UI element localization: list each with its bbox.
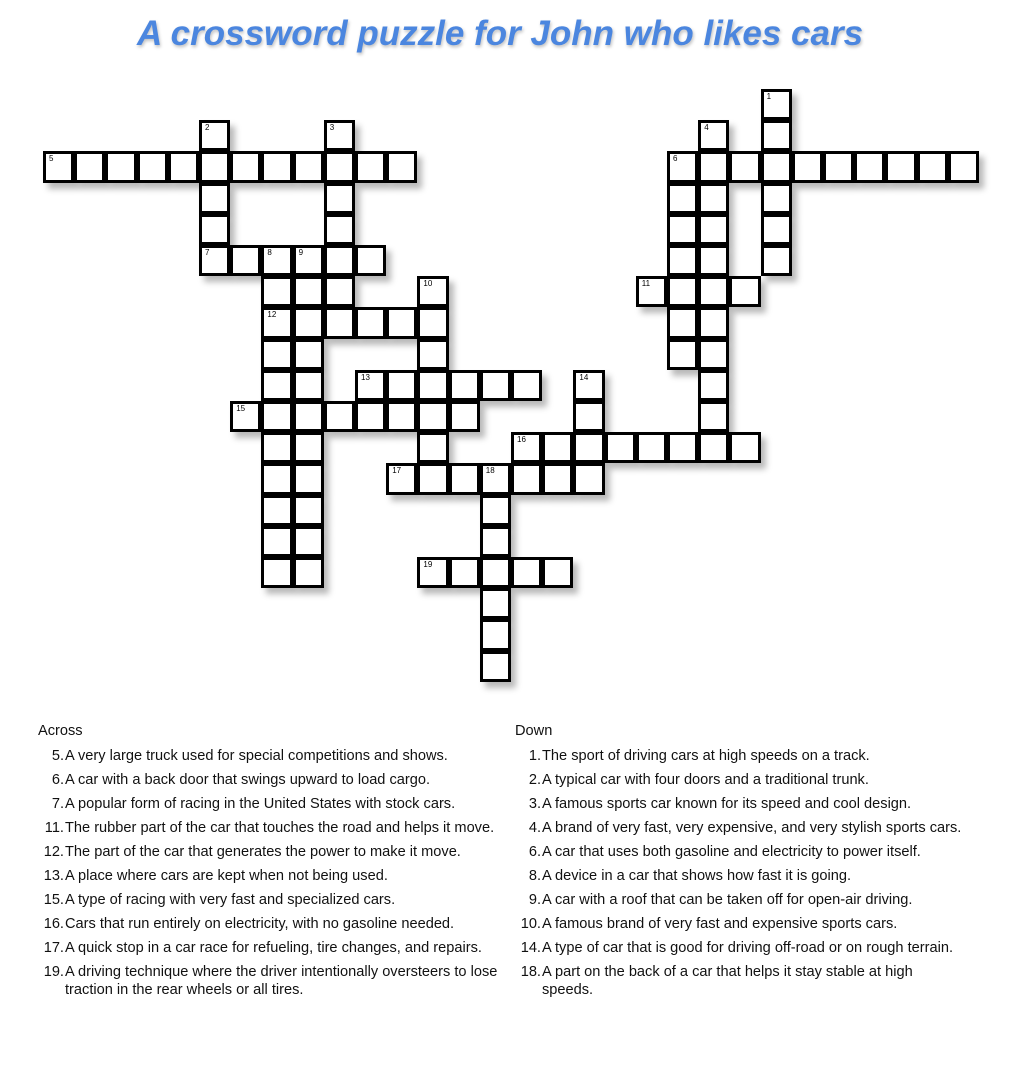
clue-number: 10 bbox=[423, 279, 433, 289]
clue-number: 14 bbox=[579, 372, 589, 382]
grid-cell[interactable] bbox=[261, 495, 292, 526]
grid-cell[interactable] bbox=[230, 151, 261, 182]
across-clue bbox=[38, 939, 508, 957]
grid-cell[interactable] bbox=[698, 432, 729, 463]
grid-cell[interactable] bbox=[355, 370, 386, 401]
grid-cell[interactable] bbox=[386, 463, 417, 494]
grid-cell[interactable] bbox=[355, 401, 386, 432]
down-clue bbox=[515, 963, 965, 999]
grid-cell[interactable] bbox=[324, 214, 355, 245]
grid-cell[interactable] bbox=[386, 401, 417, 432]
grid-cell[interactable] bbox=[511, 557, 542, 588]
grid-cell[interactable] bbox=[293, 370, 324, 401]
grid-cell[interactable] bbox=[480, 463, 511, 494]
clue-num: 1. bbox=[528, 748, 541, 764]
grid-cell[interactable] bbox=[698, 276, 729, 307]
grid-cell[interactable] bbox=[386, 151, 417, 182]
clue-text: A car with a roof that can be taken off for open-air driving. bbox=[542, 892, 913, 908]
down-clue bbox=[515, 915, 965, 933]
grid-cell[interactable] bbox=[324, 307, 355, 338]
down-heading: Down bbox=[515, 723, 553, 739]
down-clue bbox=[515, 795, 965, 813]
grid-cell[interactable] bbox=[355, 307, 386, 338]
grid-cell[interactable] bbox=[698, 339, 729, 370]
grid-cell[interactable] bbox=[761, 120, 792, 151]
down-clue bbox=[515, 747, 965, 765]
grid-cell[interactable] bbox=[261, 432, 292, 463]
grid-cell[interactable] bbox=[480, 588, 511, 619]
grid-cell[interactable] bbox=[293, 432, 324, 463]
clue-number: 3 bbox=[329, 123, 335, 133]
clue-number: 17 bbox=[392, 466, 402, 476]
grid-cell[interactable] bbox=[480, 619, 511, 650]
across-clue bbox=[38, 771, 508, 789]
grid-cell[interactable] bbox=[729, 151, 760, 182]
across-clue bbox=[38, 843, 508, 861]
clue-text: A car that uses both gasoline and electricity to power itself. bbox=[542, 844, 921, 860]
clue-number: 4 bbox=[704, 123, 709, 133]
grid-cell[interactable] bbox=[698, 401, 729, 432]
grid-cell[interactable] bbox=[261, 307, 292, 338]
clue-number: 5 bbox=[49, 154, 54, 164]
grid-cell[interactable] bbox=[511, 463, 542, 494]
grid-cell[interactable] bbox=[355, 151, 386, 182]
grid-cell[interactable] bbox=[480, 557, 511, 588]
grid-cell[interactable] bbox=[261, 276, 292, 307]
clue-text: A place where cars are kept when not being used. bbox=[65, 868, 388, 884]
across-clue bbox=[38, 963, 508, 999]
grid-cell[interactable] bbox=[698, 245, 729, 276]
down-clue bbox=[515, 891, 965, 909]
clue-num: 4. bbox=[528, 820, 541, 836]
grid-cell[interactable] bbox=[698, 370, 729, 401]
grid-cell[interactable] bbox=[417, 432, 448, 463]
grid-cell[interactable] bbox=[43, 151, 74, 182]
clue-number: 6 bbox=[673, 154, 678, 164]
clue-num: 3. bbox=[528, 796, 541, 812]
grid-cell[interactable] bbox=[605, 432, 636, 463]
grid-cell[interactable] bbox=[261, 463, 292, 494]
down-clue bbox=[515, 843, 965, 861]
grid-cell[interactable] bbox=[542, 557, 573, 588]
clue-number: 15 bbox=[236, 404, 246, 413]
clue-number: 7 bbox=[205, 248, 210, 257]
grid-cell[interactable] bbox=[168, 151, 199, 182]
across-clue bbox=[38, 795, 508, 813]
grid-cell[interactable] bbox=[417, 463, 448, 494]
grid-cell[interactable] bbox=[667, 307, 698, 338]
grid-cell[interactable] bbox=[885, 151, 916, 182]
grid-cell[interactable] bbox=[199, 245, 230, 276]
grid-cell[interactable] bbox=[698, 120, 729, 151]
grid-cell[interactable] bbox=[667, 432, 698, 463]
clue-text: A very large truck used for special competitions and shows. bbox=[65, 748, 448, 764]
grid-cell[interactable] bbox=[417, 370, 448, 401]
clue-text: A quick stop in a car race for refueling, tire changes, and repairs. bbox=[65, 940, 482, 956]
grid-cell[interactable] bbox=[761, 151, 792, 182]
grid-cell[interactable] bbox=[293, 557, 324, 588]
grid-cell[interactable] bbox=[293, 276, 324, 307]
clue-number: 9 bbox=[298, 248, 304, 257]
grid-cell[interactable] bbox=[261, 339, 292, 370]
grid-cell[interactable] bbox=[417, 307, 448, 338]
grid-cell[interactable] bbox=[449, 557, 480, 588]
grid-cell[interactable] bbox=[761, 89, 792, 120]
grid-cell[interactable] bbox=[698, 151, 729, 182]
clue-num: 17. bbox=[43, 940, 64, 956]
clue-number: 18 bbox=[485, 466, 495, 476]
grid-cell[interactable] bbox=[823, 151, 854, 182]
grid-cell[interactable] bbox=[511, 370, 542, 401]
clue-number: 11 bbox=[641, 279, 651, 289]
grid-cell[interactable] bbox=[542, 432, 573, 463]
grid-cell[interactable] bbox=[199, 183, 230, 214]
clue-text: A famous brand of very fast and expensive sports cars. bbox=[542, 916, 898, 932]
grid-cell[interactable] bbox=[667, 339, 698, 370]
across-clue bbox=[38, 819, 508, 837]
grid-cell[interactable] bbox=[573, 401, 604, 432]
clue-number: 16 bbox=[517, 435, 526, 445]
grid-cell[interactable] bbox=[230, 401, 261, 432]
grid-cell[interactable] bbox=[293, 526, 324, 557]
clue-num: 19. bbox=[43, 964, 64, 980]
grid-cell[interactable] bbox=[324, 183, 355, 214]
grid-cell[interactable] bbox=[199, 120, 230, 151]
grid-cell[interactable] bbox=[417, 276, 448, 307]
clue-num: 10. bbox=[520, 916, 541, 932]
grid-cell[interactable] bbox=[293, 245, 324, 276]
grid-cell[interactable] bbox=[355, 245, 386, 276]
grid-cell[interactable] bbox=[948, 151, 979, 182]
down-clue bbox=[515, 819, 965, 837]
grid-cell[interactable] bbox=[511, 432, 542, 463]
clue-num: 5. bbox=[51, 748, 64, 764]
grid-cell[interactable] bbox=[698, 307, 729, 338]
grid-cell[interactable] bbox=[293, 151, 324, 182]
clue-text: A part on the back of a car that helps it stay stable at high speeds. bbox=[542, 964, 913, 998]
down-clues bbox=[515, 722, 965, 1005]
grid-cell[interactable] bbox=[667, 183, 698, 214]
grid-cell[interactable] bbox=[324, 276, 355, 307]
clue-number: 19 bbox=[423, 560, 433, 569]
grid-cell[interactable] bbox=[761, 183, 792, 214]
grid-cell[interactable] bbox=[417, 557, 448, 588]
clue-num: 2. bbox=[528, 772, 541, 788]
grid-cell[interactable] bbox=[761, 214, 792, 245]
clue-num: 15. bbox=[43, 892, 64, 908]
grid-cell[interactable] bbox=[105, 151, 136, 182]
clue-text: A type of racing with very fast and specialized cars. bbox=[65, 892, 396, 908]
clue-num: 11. bbox=[44, 820, 64, 836]
clue-num: 16. bbox=[43, 916, 64, 932]
grid-cell[interactable] bbox=[667, 214, 698, 245]
grid-cell[interactable] bbox=[261, 557, 292, 588]
grid-cell[interactable] bbox=[854, 151, 885, 182]
grid-cell[interactable] bbox=[293, 495, 324, 526]
clue-text: A car with a back door that swings upward to load cargo. bbox=[65, 772, 431, 788]
clue-num: 8. bbox=[528, 868, 541, 884]
grid-cell[interactable] bbox=[261, 245, 292, 276]
clue-num: 18. bbox=[520, 964, 541, 980]
across-clue bbox=[38, 867, 508, 885]
grid-cell[interactable] bbox=[74, 151, 105, 182]
grid-cell[interactable] bbox=[480, 495, 511, 526]
grid-cell[interactable] bbox=[386, 307, 417, 338]
down-clue bbox=[515, 771, 965, 789]
grid-cell[interactable] bbox=[573, 370, 604, 401]
grid-cell[interactable] bbox=[293, 339, 324, 370]
clue-number: 12 bbox=[267, 310, 277, 320]
grid-cell[interactable] bbox=[324, 401, 355, 432]
clue-number: 1 bbox=[766, 92, 772, 101]
grid-cell[interactable] bbox=[667, 245, 698, 276]
clue-text: A famous sports car known for its speed and cool design. bbox=[542, 796, 912, 812]
grid-cell[interactable] bbox=[324, 151, 355, 182]
grid-cell[interactable] bbox=[667, 151, 698, 182]
clue-number: 13 bbox=[361, 372, 370, 382]
grid-cell[interactable] bbox=[573, 432, 604, 463]
grid-cell[interactable] bbox=[573, 463, 604, 494]
grid-cell[interactable] bbox=[137, 151, 168, 182]
clue-text: The part of the car that generates the power to make it move. bbox=[65, 844, 461, 860]
clue-text: The sport of driving cars at high speeds on a track. bbox=[542, 748, 870, 764]
grid-cell[interactable] bbox=[542, 463, 573, 494]
grid-cell[interactable] bbox=[261, 370, 292, 401]
across-heading: Across bbox=[38, 723, 83, 739]
grid-cell[interactable] bbox=[324, 245, 355, 276]
clue-num: 9. bbox=[528, 892, 541, 908]
across-clue bbox=[38, 915, 508, 933]
clue-text: The rubber part of the car that touches the road and helps it move. bbox=[65, 820, 495, 836]
clue-num: 7. bbox=[51, 796, 64, 812]
clue-text: A device in a car that shows how fast it is going. bbox=[542, 868, 852, 884]
grid-cell[interactable] bbox=[698, 214, 729, 245]
grid-cell[interactable] bbox=[449, 463, 480, 494]
grid-cell[interactable] bbox=[636, 432, 667, 463]
grid-cell[interactable] bbox=[792, 151, 823, 182]
down-clue bbox=[515, 867, 965, 885]
across-clue bbox=[38, 891, 508, 909]
across-clues bbox=[38, 722, 508, 1005]
grid-cell[interactable] bbox=[293, 307, 324, 338]
clue-text: A brand of very fast, very expensive, and very stylish sports cars. bbox=[542, 820, 962, 836]
grid-cell[interactable] bbox=[917, 151, 948, 182]
grid-cell[interactable] bbox=[480, 370, 511, 401]
grid-cell[interactable] bbox=[386, 370, 417, 401]
grid-cell[interactable] bbox=[667, 276, 698, 307]
down-clue-list bbox=[515, 747, 965, 999]
across-clue-list bbox=[38, 747, 508, 999]
clue-number: 8 bbox=[267, 248, 272, 257]
grid-cell[interactable] bbox=[449, 401, 480, 432]
grid-cell[interactable] bbox=[199, 214, 230, 245]
grid-cell[interactable] bbox=[261, 526, 292, 557]
grid-cell[interactable] bbox=[698, 183, 729, 214]
puzzle-title: A crossword puzzle for John who likes cars bbox=[136, 14, 864, 53]
clue-num: 14. bbox=[520, 940, 541, 956]
grid-cell[interactable] bbox=[729, 432, 760, 463]
clue-text: A driving technique where the driver intentionally oversteers to lose traction in the rear wheels or all tires. bbox=[65, 964, 498, 998]
grid-cell[interactable] bbox=[417, 339, 448, 370]
clue-text: A type of car that is good for driving off-road or on rough terrain. bbox=[542, 940, 954, 956]
grid-cell[interactable] bbox=[761, 245, 792, 276]
grid-cell[interactable] bbox=[417, 401, 448, 432]
grid-cell[interactable] bbox=[199, 151, 230, 182]
grid-cell[interactable] bbox=[293, 401, 324, 432]
clue-text: Cars that run entirely on electricity, with no gasoline needed. bbox=[65, 916, 455, 932]
clue-text: A popular form of racing in the United States with stock cars. bbox=[65, 796, 456, 812]
grid-cell[interactable] bbox=[729, 276, 760, 307]
grid-cell[interactable] bbox=[324, 120, 355, 151]
grid-cell[interactable] bbox=[636, 276, 667, 307]
grid-cell[interactable] bbox=[449, 370, 480, 401]
across-clue bbox=[38, 747, 508, 765]
clue-text: A typical car with four doors and a traditional trunk. bbox=[542, 772, 869, 788]
grid-cell[interactable] bbox=[261, 401, 292, 432]
grid-cell[interactable] bbox=[480, 526, 511, 557]
clue-num: 13. bbox=[43, 868, 64, 884]
clue-num: 6. bbox=[528, 844, 541, 860]
grid-cell[interactable] bbox=[480, 651, 511, 682]
clue-num: 12. bbox=[43, 844, 64, 860]
grid-cell[interactable] bbox=[230, 245, 261, 276]
grid-cell[interactable] bbox=[293, 463, 324, 494]
clue-num: 6. bbox=[51, 772, 64, 788]
grid-cell[interactable] bbox=[261, 151, 292, 182]
clue-number: 2 bbox=[205, 123, 210, 133]
down-clue bbox=[515, 939, 965, 957]
